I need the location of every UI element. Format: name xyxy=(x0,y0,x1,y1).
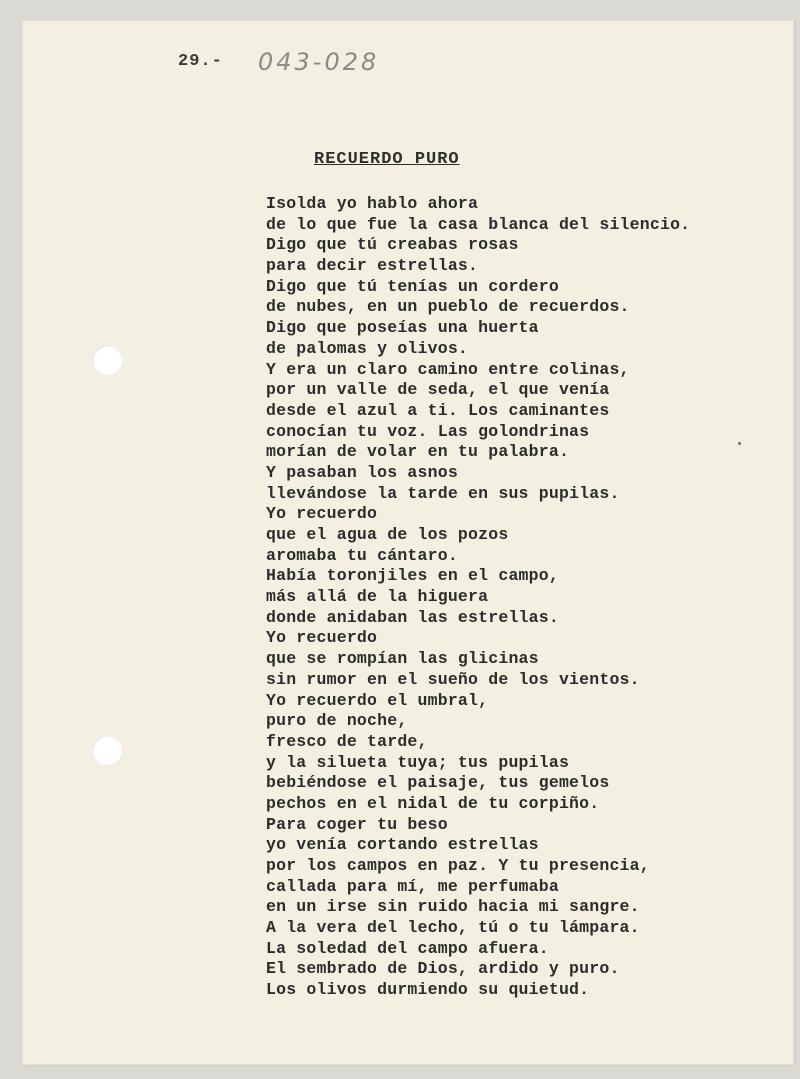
poem-line: aromaba tu cántaro. xyxy=(266,545,458,565)
poem-line: llevándose la tarde en sus pupilas. xyxy=(266,483,620,503)
page-number: 29.- xyxy=(178,52,223,71)
poem-line: Había toronjiles en el campo, xyxy=(266,566,559,586)
poem-line: El sembrado de Dios, ardido y puro. xyxy=(266,959,620,979)
poem-line: de nubes, en un pueblo de recuerdos. xyxy=(266,297,630,317)
poem-line: en un irse sin ruido hacia mi sangre. xyxy=(266,897,640,917)
poem-line: morían de volar en tu palabra. xyxy=(266,442,570,462)
poem-line: que el agua de los pozos xyxy=(266,525,509,544)
poem-body xyxy=(266,194,690,1001)
poem-line: por los campos en paz. Y tu presencia, xyxy=(266,856,650,875)
poem-line: Digo que tú creabas rosas xyxy=(266,235,519,255)
poem-line: bebiéndose el paisaje, tus gemelos xyxy=(266,773,610,793)
poem-line: Los olivos durmiendo su quietud. xyxy=(266,980,590,1000)
poem-line: para decir estrellas. xyxy=(266,256,479,276)
poem-line: La soledad del campo afuera. xyxy=(266,938,549,958)
poem-line: sin rumor en el sueño de los vientos. xyxy=(266,669,640,689)
punch-hole-bottom xyxy=(92,735,122,765)
poem-line: conocían tu voz. Las golondrinas xyxy=(266,421,590,441)
ink-speck xyxy=(738,442,741,445)
poem-line: más allá de la higuera xyxy=(266,587,489,607)
punch-hole-top xyxy=(92,345,122,375)
poem-line: fresco de tarde, xyxy=(266,731,428,751)
poem-line: Isolda yo hablo ahora xyxy=(266,194,479,213)
poem-line: puro de noche, xyxy=(266,711,408,731)
poem-line: Yo recuerdo el umbral, xyxy=(266,690,489,710)
poem-line: donde anidaban las estrellas. xyxy=(266,607,559,627)
poem-line: yo venía cortando estrellas xyxy=(266,835,539,855)
poem-line: callada para mí, me perfumaba xyxy=(266,876,559,896)
poem-line: que se rompían las glicinas xyxy=(266,649,539,669)
poem-title: RECUERDO PURO xyxy=(314,150,460,169)
poem-line: Yo recuerdo xyxy=(266,504,378,524)
poem-line: pechos en el nidal de tu corpiño. xyxy=(266,793,600,813)
poem-line: Y pasaban los asnos xyxy=(266,462,458,482)
poem-line: Digo que tú tenías un cordero xyxy=(266,276,559,296)
poem-line: A la vera del lecho, tú o tu lámpara. xyxy=(266,918,640,938)
poem-line: de lo que fue la casa blanca del silencio. xyxy=(266,214,691,234)
poem-line: Yo recuerdo xyxy=(266,628,378,648)
poem-line: desde el azul a ti. Los caminantes xyxy=(266,400,610,420)
poem-line: de palomas y olivos. xyxy=(266,338,469,358)
poem-line: Digo que poseías una huerta xyxy=(266,318,539,338)
archive-code: 043-028 xyxy=(258,48,380,76)
poem-line: Y era un claro camino entre colinas, xyxy=(266,359,630,379)
poem-line: por un valle de seda, el que venía xyxy=(266,380,610,400)
poem-line: Para coger tu beso xyxy=(266,814,448,834)
poem-line: y la silueta tuya; tus pupilas xyxy=(266,752,570,772)
